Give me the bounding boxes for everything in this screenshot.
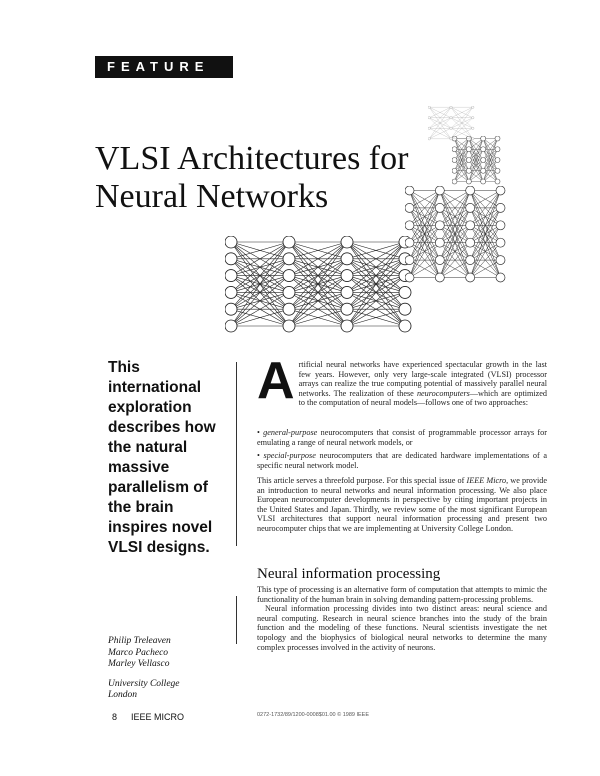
network-node xyxy=(466,203,475,212)
network-node xyxy=(481,158,486,163)
network-node xyxy=(283,303,295,315)
network-node xyxy=(496,221,505,230)
network-node xyxy=(496,238,505,247)
deck-line: VLSI designs. xyxy=(108,539,210,556)
affiliation-line: London xyxy=(108,690,138,700)
title-line-2: Neural Networks xyxy=(95,178,329,215)
network-node xyxy=(496,203,505,212)
author-name: Marco Pacheco xyxy=(108,647,169,658)
network-node xyxy=(466,273,475,282)
network-node xyxy=(452,147,457,152)
network-node xyxy=(452,179,457,184)
network-node xyxy=(399,303,411,315)
deck-line: inspires novel xyxy=(108,519,213,536)
network-node xyxy=(283,286,295,298)
page-footer xyxy=(112,712,184,722)
network-node xyxy=(435,186,444,195)
section-paragraph: Neural information processing divides into two distinct areas: neural science and neural computing. Research in neural science branches into the study of the brain function and the modeling of these functions. Neural scientists investigate the net topology and the biophysics of biological neural networks to determine the many complex processes involved in the activity of neurons. xyxy=(257,604,547,652)
para2-end: , we provide an introduction to neural networks and neural information processing. We also place European neurocomputer developments in perspective by citing important projects in the United States and Japan. Thirdly, we review some of the most significant European VLSI architectures that support neural information processing and present two neurocomputer chips that we are implementing at University College London. xyxy=(257,476,547,533)
deck-line: massive xyxy=(108,459,170,476)
bullet-list xyxy=(257,428,547,474)
bullet-item: • general-purpose neurocomputers that consist of programmable processor arrays for emulating a range of neural network models, or xyxy=(257,428,547,447)
neural-network-illustration-right xyxy=(405,186,510,286)
network-node xyxy=(283,236,295,248)
section-paragraph: This type of processing is an alternative form of computation that attempts to mimic the functionality of the human brain in solving demanding pattern-processing problems. xyxy=(257,585,547,604)
author-affiliation xyxy=(108,679,233,702)
network-node xyxy=(466,158,471,163)
article-deck xyxy=(108,358,228,558)
journal-name: IEEE MICRO xyxy=(131,712,185,722)
network-node xyxy=(496,273,505,282)
network-node xyxy=(435,273,444,282)
network-node xyxy=(428,117,430,119)
network-node xyxy=(466,221,475,230)
para2-start: This article serves a threefold purpose. For this special issue of xyxy=(257,476,467,485)
network-node xyxy=(405,221,414,230)
intro-paragraph xyxy=(257,352,548,410)
network-node xyxy=(450,106,452,108)
bullet-text: neurocomputers that consist of programmable processor arrays for emulating a range of neural network models, or xyxy=(257,428,547,447)
bullet-emphasis: general-purpose xyxy=(263,428,318,437)
network-node xyxy=(452,158,457,163)
network-node xyxy=(481,179,486,184)
network-node xyxy=(450,138,452,140)
deck-line: the natural xyxy=(108,439,188,456)
network-node xyxy=(496,256,505,265)
network-node xyxy=(283,253,295,265)
network-node xyxy=(495,136,500,141)
network-node xyxy=(225,236,237,248)
network-node xyxy=(341,270,353,282)
bullet-emphasis: special-purpose xyxy=(263,451,316,461)
network-node xyxy=(466,168,471,173)
network-node xyxy=(481,136,486,141)
network-node xyxy=(405,256,414,265)
network-node xyxy=(341,236,353,248)
author-block xyxy=(108,636,233,702)
network-node xyxy=(225,320,237,332)
network-node xyxy=(481,168,486,173)
author-name: Philip Treleaven xyxy=(108,636,171,646)
network-node xyxy=(435,238,444,247)
network-node xyxy=(495,158,500,163)
network-node xyxy=(472,138,474,140)
network-node xyxy=(341,320,353,332)
network-node xyxy=(466,256,475,265)
network-node xyxy=(341,253,353,265)
network-node xyxy=(225,253,237,265)
network-node xyxy=(428,138,430,140)
title-line-1: VLSI Architectures for xyxy=(95,140,409,177)
network-node xyxy=(495,168,500,173)
author-name: Marley Vellasco xyxy=(108,659,170,669)
deck-line: the brain xyxy=(108,499,174,516)
network-node xyxy=(225,286,237,298)
copyright-code: 0272-1732/89/1200-0008$01.00 © 1989 IEEE xyxy=(257,712,370,718)
network-node xyxy=(466,179,471,184)
deck-line: international xyxy=(108,379,202,396)
network-node xyxy=(428,127,430,129)
para2-emphasis: IEEE Micro xyxy=(466,476,507,485)
network-node xyxy=(435,203,444,212)
network-node xyxy=(225,270,237,282)
network-node xyxy=(466,147,471,152)
network-node xyxy=(472,127,474,129)
intro-text-start: rtificial neural networks have experienced spectacular growth in the last few years. However, only very large-scale integrated (VLSI) processor arrays can realize the true computing potential of massively parallel neural networks. The realization of these xyxy=(298,360,547,398)
column-rule xyxy=(236,596,237,644)
purpose-paragraph xyxy=(257,476,547,534)
network-node xyxy=(472,117,474,119)
neural-network-illustration-distant xyxy=(428,106,478,146)
network-node xyxy=(495,147,500,152)
deck-line: This xyxy=(108,359,140,376)
network-node xyxy=(450,117,452,119)
column-rule xyxy=(236,362,237,546)
network-node xyxy=(405,186,414,195)
network-node xyxy=(495,179,500,184)
network-node xyxy=(435,256,444,265)
network-node xyxy=(341,303,353,315)
section-body xyxy=(257,585,547,652)
network-node xyxy=(405,238,414,247)
network-node xyxy=(452,168,457,173)
page-number: 8 xyxy=(112,712,118,722)
article-title xyxy=(95,140,455,216)
network-node xyxy=(405,273,414,282)
deck-line: describes how xyxy=(108,419,216,436)
intro-emphasis: neurocomputers xyxy=(416,388,470,398)
network-node xyxy=(466,238,475,247)
network-node xyxy=(341,286,353,298)
network-node xyxy=(283,320,295,332)
affiliation-line: University College xyxy=(108,678,180,689)
network-node xyxy=(428,106,430,108)
feature-label: FEATURE xyxy=(95,56,233,78)
network-node xyxy=(481,147,486,152)
deck-line: exploration xyxy=(108,399,192,416)
section-heading: Neural information processing xyxy=(257,566,441,582)
neural-network-illustration-main xyxy=(225,236,415,336)
network-node xyxy=(450,127,452,129)
drop-cap: A xyxy=(257,352,295,410)
network-node xyxy=(225,303,237,315)
deck-line: parallelism of xyxy=(108,479,208,496)
network-node xyxy=(435,221,444,230)
network-node xyxy=(399,286,411,298)
bullet-text: neurocomputers that are dedicated hardware implementations of a specific neural network model. xyxy=(257,451,547,470)
intro-text-end: —which are optimized to the computation of neural models—follows one of two approaches: xyxy=(298,388,548,408)
network-node xyxy=(472,106,474,108)
bullet-item: • special-purpose neurocomputers that are dedicated hardware implementations of a specific neural network model. xyxy=(257,451,547,470)
network-node xyxy=(399,320,411,332)
network-node xyxy=(283,270,295,282)
network-node xyxy=(405,203,414,212)
